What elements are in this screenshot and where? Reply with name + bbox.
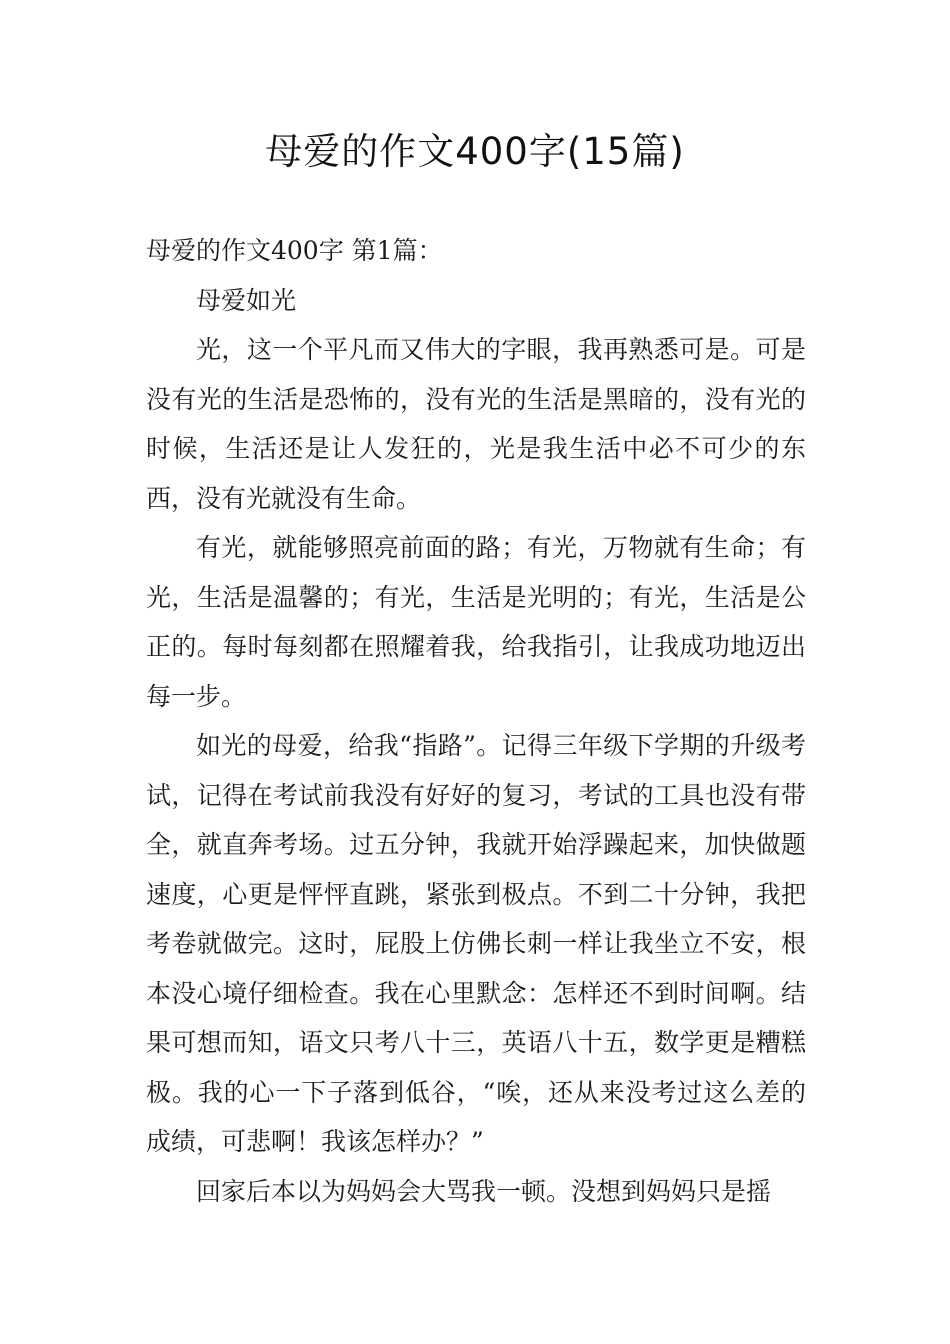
essay-title: 母爱如光: [196, 285, 297, 315]
section-heading: 母爱的作文400字 第1篇：: [146, 236, 443, 265]
document-body: [146, 226, 806, 1216]
document-title: 母爱的作文400字(15篇): [265, 130, 685, 173]
paragraph-2: 有光，就能够照亮前面的路；有光，万物就有生命；有光，生活是温馨的；有光，生活是光明的；有光，生活是公正的。每时每刻都在照耀着我，给我指引，让我成功地迈出每一步。: [146, 533, 806, 711]
paragraph-1: 光，这一个平凡而又伟大的字眼，我再熟悉可是。可是没有光的生活是恐怖的，没有光的生活是黑暗的，没有光的时候，生活还是让人发狂的，光是我生活中必不可少的东西，没有光就没有生命。: [146, 335, 806, 513]
paragraph-3: 如光的母爱，给我“指路”。记得三年级下学期的升级考试，记得在考试前我没有好好的复习，考试的工具也没有带全，就直奔考场。过五分钟，我就开始浮躁起来，加快做题速度，心更是怦怦直跳，紧张到极点。不到二十分钟，我把考卷就做完。这时，屁股上仿佛长刺一样让我坐立不安，根本没心境仔细检查。我在心里默念：怎样还不到时间啊。结果可想而知，语文只考八十三，英语八十五，数学更是糟糕极。我的心一下子落到低谷，“唉，还从来没考过这么差的成绩，可悲啊！我该怎样办？”: [146, 731, 806, 1156]
paragraph-4: 回家后本以为妈妈会大骂我一顿。没想到妈妈只是摇: [196, 1176, 772, 1206]
